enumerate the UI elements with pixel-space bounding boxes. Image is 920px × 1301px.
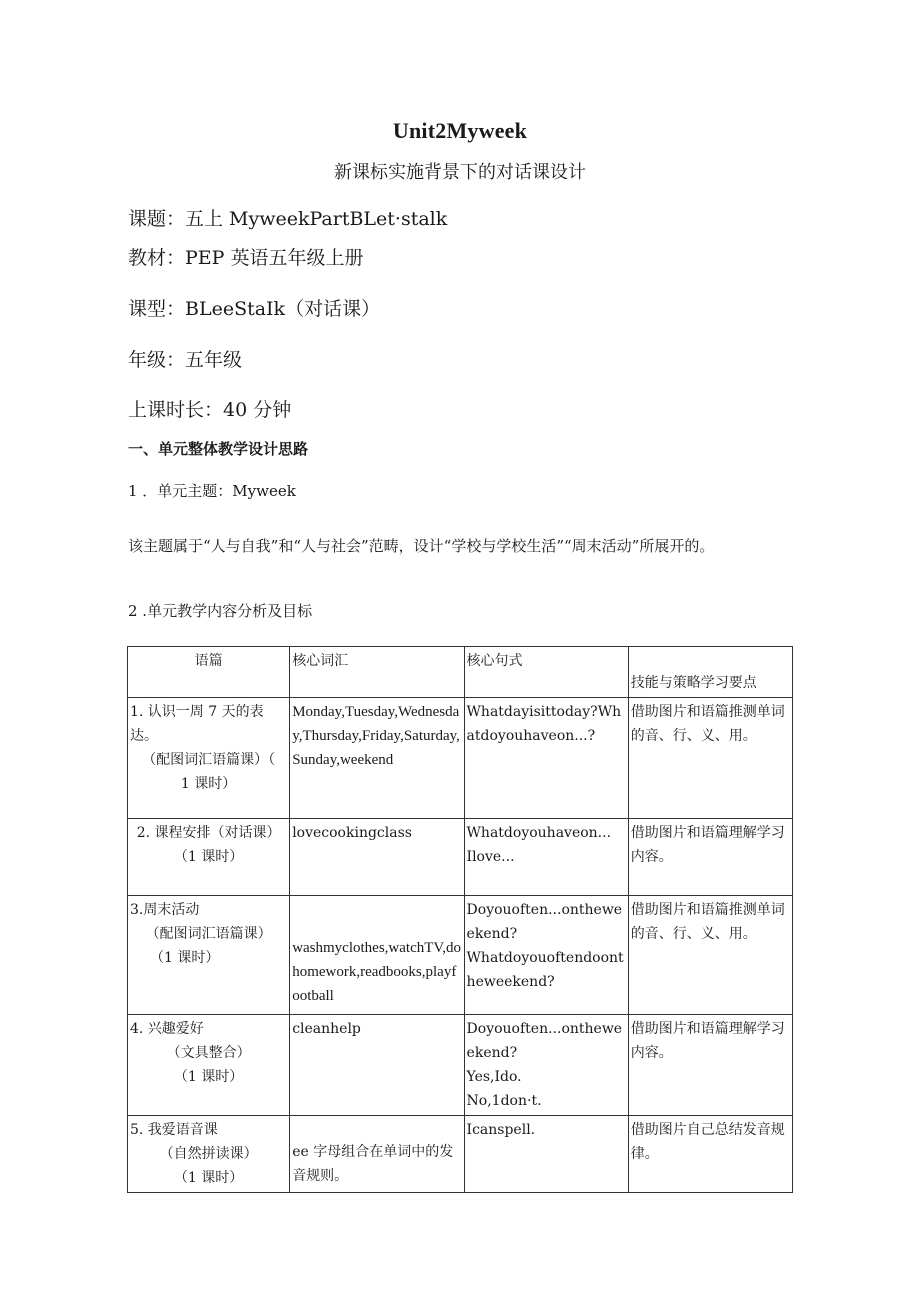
- topic-line: 4. 兴趣爱好: [130, 1021, 204, 1037]
- meta-lesson-type: 课型：BLeeStaIk（对话课）: [128, 298, 381, 320]
- topic-line: （1 课时）: [150, 950, 220, 966]
- vocab-text: lovecookingclass: [292, 825, 412, 841]
- document-title: Unit2Myweek: [392, 118, 528, 143]
- vocab-cell: [290, 896, 464, 1015]
- skills-text: 借助图片和语篇理解学习内容。: [630, 825, 785, 865]
- topic-line: 1. 认识一周 7 天的表达。: [130, 704, 264, 744]
- content-analysis-heading: 2 .单元教学内容分析及目标: [128, 602, 313, 620]
- sentence-cell: [464, 819, 628, 896]
- topic-line: （1 课时）: [173, 1069, 244, 1085]
- skills-text: 借助图片和语篇理解学习内容。: [630, 1021, 785, 1061]
- sentence-line: Whatdoyouhaveon...: [466, 825, 612, 841]
- skills-cell: [628, 896, 792, 1015]
- header-text: 语篇: [194, 653, 223, 669]
- topic-line: （配图词汇语篇课）（: [142, 752, 276, 768]
- vocab-cell: [290, 819, 464, 896]
- sentence-line: No,1don·t.: [466, 1093, 542, 1109]
- sentence-line: Ilove...: [466, 849, 515, 865]
- table-row: [128, 1015, 793, 1116]
- unit-content-table: [127, 646, 793, 1193]
- vocab-text: washmyclothes,watchTV,dohomework,readbooks,playfootball: [292, 940, 462, 1004]
- topic-line: 1 课时）: [180, 776, 237, 792]
- table-row: [128, 1116, 793, 1193]
- topic-cell: [128, 1015, 290, 1116]
- topic-line: 5. 我爱语音课: [130, 1122, 218, 1138]
- vocab-cell: [290, 1015, 464, 1116]
- table-row: [128, 698, 793, 819]
- unit-theme: 1 ．单元主题：Myweek: [128, 482, 296, 500]
- topic-cell: [128, 819, 290, 896]
- skills-cell: [628, 1015, 792, 1116]
- skills-text: 借助图片和语篇推测单词的音、行、义、用。: [630, 902, 785, 942]
- meta-duration: 上课时长：40 分钟: [128, 399, 292, 421]
- topic-line: （自然拼读课）: [159, 1146, 258, 1162]
- header-cell: [128, 647, 290, 698]
- skills-text: 借助图片自己总结发音规律。: [630, 1122, 785, 1162]
- vocab-text: ee 字母组合在单词中的发音规则。: [292, 1144, 454, 1184]
- vocab-cell: [290, 698, 464, 819]
- header-text: 技能与策略学习要点: [630, 675, 757, 691]
- table-header-row: [128, 647, 793, 698]
- table-row: [128, 819, 793, 896]
- document-subtitle: 新课标实施背景下的对话课设计: [334, 162, 586, 183]
- vocab-text: Monday,Tuesday,Wednesday,Thursday,Friday,Saturday,Sunday,weekend: [292, 704, 460, 768]
- theme-paragraph: 该主题属于“人与自我”和“人与社会”范畴，设计“学校与学校生活”“周末活动”所展开的。: [128, 537, 715, 555]
- skills-text: 借助图片和语篇推测单词的音、行、义、用。: [630, 704, 785, 744]
- header-text: 核心词汇: [292, 653, 349, 669]
- header-cell: [628, 647, 792, 698]
- table-row: [128, 896, 793, 1015]
- topic-line: （1 课时）: [173, 1170, 244, 1186]
- sentence-line: Doyouoften...ontheweekend?: [466, 902, 623, 942]
- topic-line: （1 课时）: [173, 849, 244, 865]
- sentence-line: Yes,Ido.: [466, 1069, 522, 1085]
- sentence-cell: [464, 1116, 628, 1193]
- header-cell: [464, 647, 628, 698]
- vocab-cell: [290, 1116, 464, 1193]
- meta-topic: 课题：五上 MyweekPartBLet·stalk: [128, 208, 448, 230]
- sentence-cell: [464, 1015, 628, 1116]
- sentence-line: Whatdayisittoday?Whatdoyouhaveon...?: [466, 704, 622, 744]
- sentence-line: Icanspell.: [466, 1122, 536, 1138]
- vocab-text: cleanhelp: [292, 1021, 361, 1037]
- sentence-cell: [464, 698, 628, 819]
- topic-line: 2. 课程安排（对话课）: [136, 825, 281, 841]
- topic-cell: [128, 1116, 290, 1193]
- topic-line: （文具整合）: [166, 1045, 251, 1061]
- sentence-cell: [464, 896, 628, 1015]
- header-text: 核心句式: [466, 653, 523, 669]
- skills-cell: [628, 1116, 792, 1193]
- header-cell: [290, 647, 464, 698]
- section-heading: 一、单元整体教学设计思路: [128, 440, 309, 458]
- skills-cell: [628, 698, 792, 819]
- topic-cell: [128, 896, 290, 1015]
- topic-line: （配图词汇语篇课）: [145, 926, 272, 942]
- meta-textbook: 教材：PEP 英语五年级上册: [128, 247, 364, 269]
- topic-line: 3.周末活动: [130, 902, 200, 918]
- skills-cell: [628, 819, 792, 896]
- topic-cell: [128, 698, 290, 819]
- sentence-line: Whatdoyouoftendoontheweekend?: [466, 950, 624, 990]
- sentence-line: Doyouoften...ontheweekend?: [466, 1021, 623, 1061]
- meta-grade: 年级：五年级: [128, 349, 243, 371]
